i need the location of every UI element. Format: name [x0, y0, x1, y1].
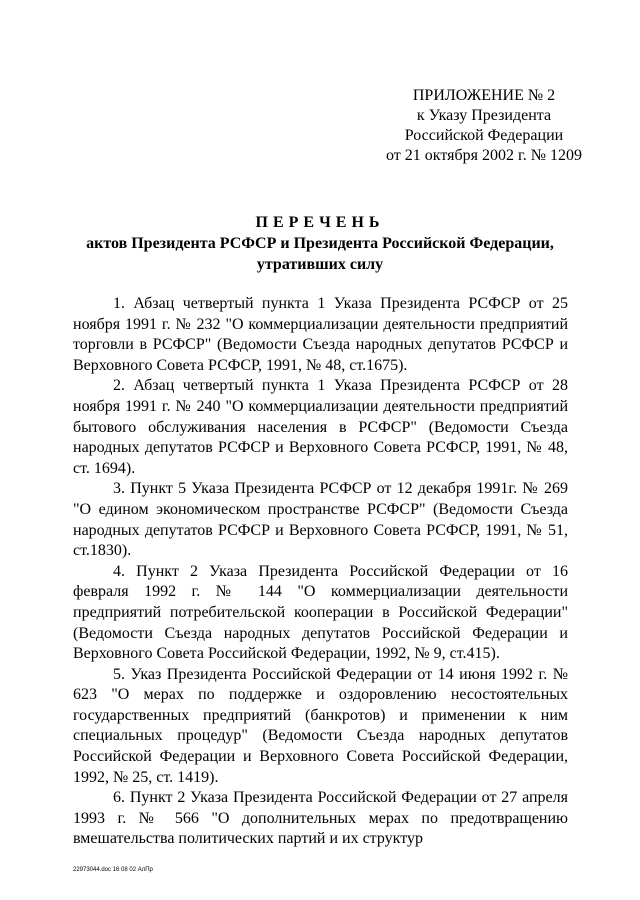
annex-header — [368, 86, 600, 166]
list-item: 6. Пункт 2 Указа Президента Российской Федерации от 27 апреля 1993 г. № 566 "О дополнительных мерах по предотвращению вмешательства политических партий и их структур — [73, 789, 568, 848]
list-item: 3. Пункт 5 Указа Президента РСФСР от 12 декабря 1991г. № 269 "О едином экономическом пространстве РСФСР" (Ведомости Съезда народных депутатов РСФСР и Верховного Совета РСФСР, 1991, № 51, ст.1830). — [73, 480, 568, 560]
annex-decree-ref: к Указу Президента — [416, 107, 552, 124]
annex-date: от 21 октября 2002 г. № 1209 — [385, 147, 582, 164]
file-footer: 22973044.doc 16 08 02 АлПр — [73, 867, 153, 873]
document-title — [40, 212, 600, 275]
list-item: 1. Абзац четвертый пункта 1 Указа Президента РСФСР от 25 ноября 1991 г. № 232 "О коммерциализации деятельности предприятий торговли в РСФСР" (Ведомости Съезда народных депутатов РСФСР и Верховного Совета РСФСР, 1991, № 48, ст.1675). — [73, 295, 568, 374]
title-heading: ПЕРЕЧЕНЬ — [255, 214, 385, 231]
title-line-2: утративших силу — [256, 256, 384, 273]
list-item: 4. Пункт 2 Указа Президента Российской Федерации от 16 февраля 1992 г. № 144 "О коммерциализации деятельности предприятий потребительской кооперации в Российской Федерации" (Ведомости Съезда народных депутатов Российской Федерации и Верховного Совета Российской Федерации, 1992, № 9, ст.415). — [73, 562, 568, 663]
list-item: 2. Абзац четвертый пункта 1 Указа Президента РСФСР от 28 ноября 1991 г. № 240 "О коммерциализации деятельности предприятий бытового обслуживания населения в РСФСР" (Ведомости Съезда народных депутатов РСФСР и Верховного Совета РСФСР, 1991, № 48, ст. 1694). — [73, 377, 568, 477]
annex-number: ПРИЛОЖЕНИЕ № 2 — [412, 87, 556, 104]
title-line-1: актов Президента РСФСР и Президента Российской Федерации, — [86, 235, 554, 252]
document-body — [73, 294, 568, 850]
list-item: 5. Указ Президента Российской Федерации от 14 июня 1992 г. № 623 "О мерах по поддержке и оздоровлению несостоятельных государственных предприятий (банкротов) и применении к ним специальных процедур" (Ведомости Съезда народных депутатов Российской Федерации и Верховного Совета Российской Федерации, 1992, № 25, ст. 1419). — [73, 665, 568, 786]
annex-country: Российской Федерации — [404, 127, 564, 144]
